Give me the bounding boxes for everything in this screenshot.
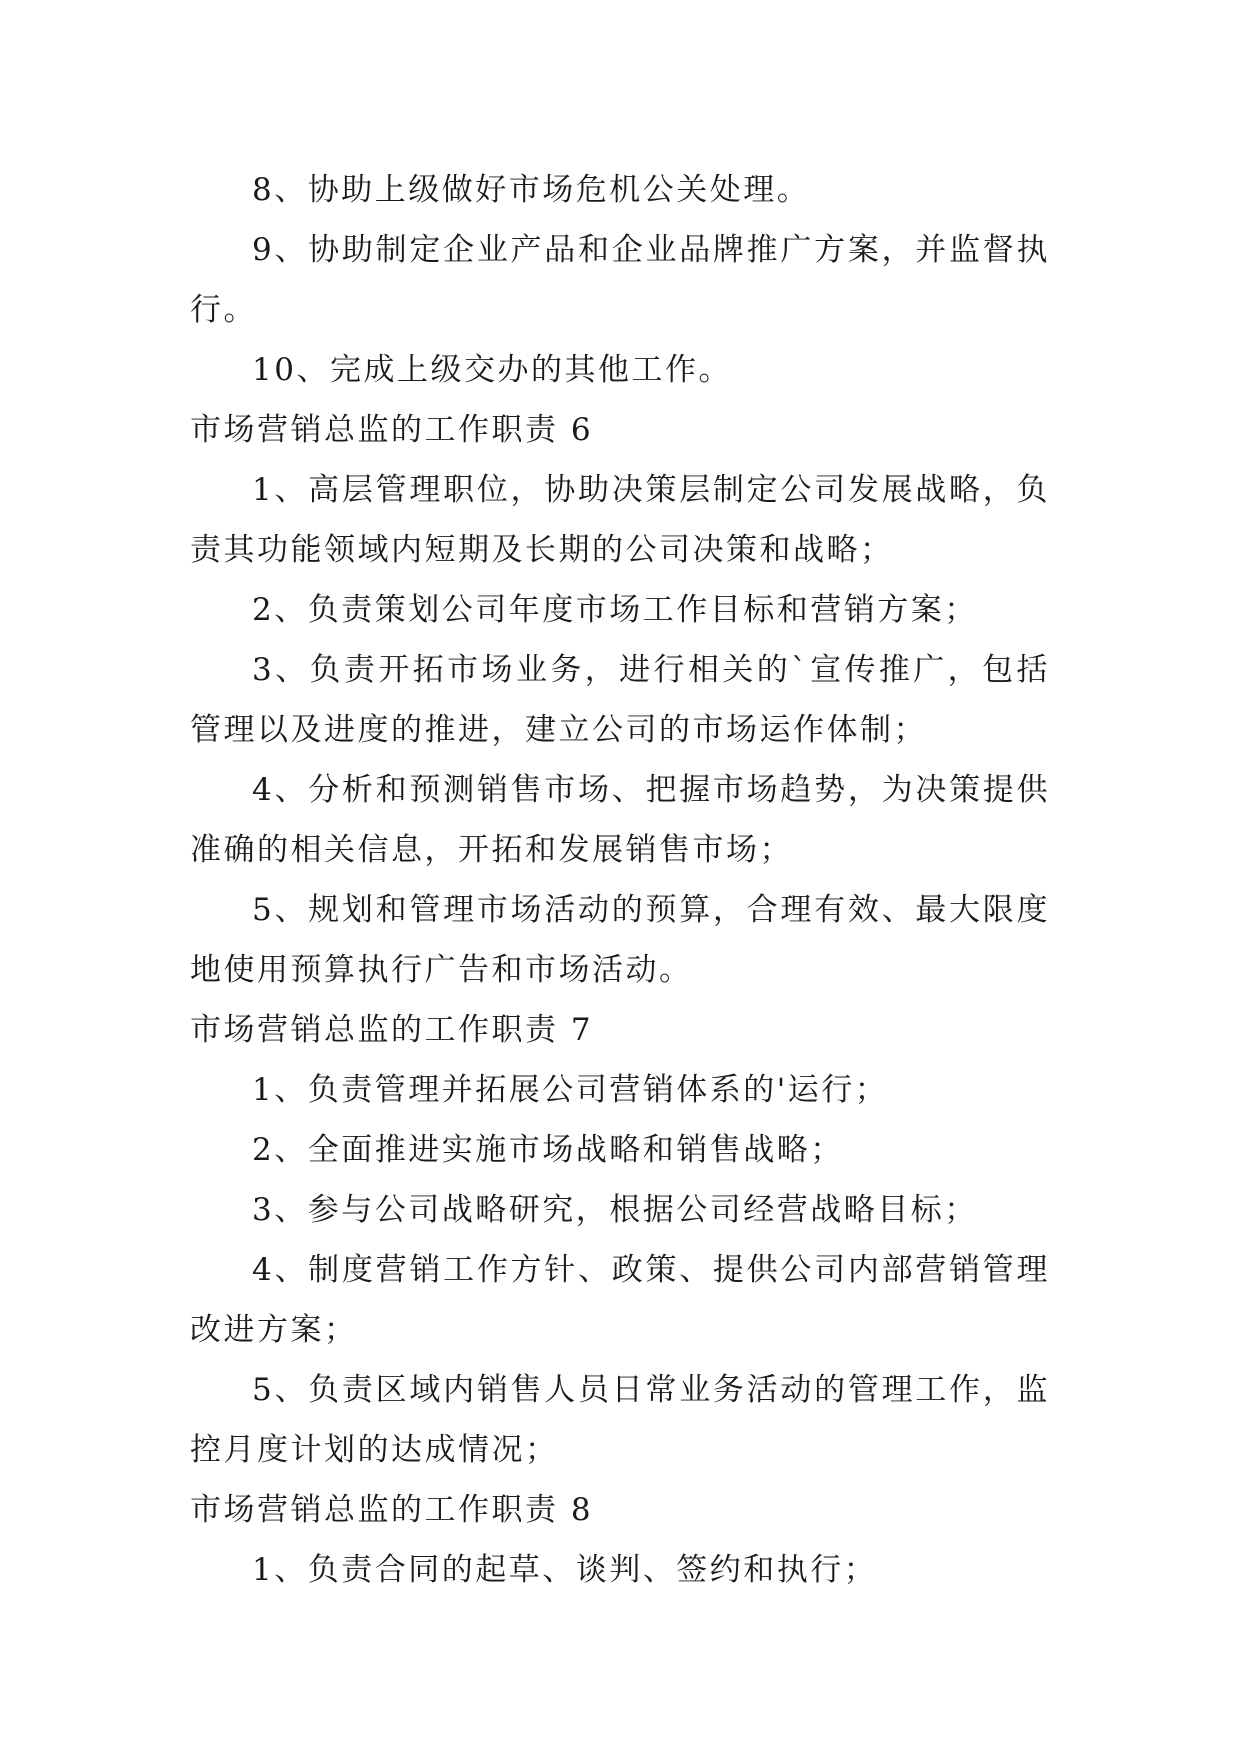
paragraph-s7-item-5: 5、负责区域内销售人员日常业务活动的管理工作，监控月度计划的达成情况；: [190, 1372, 1050, 1468]
paragraph-s8-item-1: 1、负责合同的起草、谈判、签约和执行；: [252, 1552, 878, 1588]
paragraph-s7-item-4: 4、制度营销工作方针、政策、提供公司内部营销管理改进方案；: [190, 1252, 1050, 1348]
paragraph-s7-item-2: 2、全面推进实施市场战略和销售战略；: [252, 1132, 844, 1168]
paragraph-s6-item-2: 2、负责策划公司年度市场工作目标和营销方案；: [252, 592, 978, 628]
paragraph-item-9: 9、协助制定企业产品和企业品牌推广方案，并监督执行。: [190, 232, 1050, 328]
paragraph-item-8: 8、协助上级做好市场危机公关处理。: [252, 172, 811, 208]
paragraph-s7-item-1: 1、负责管理并拓展公司营销体系的'运行；: [252, 1072, 889, 1108]
paragraph-s6-item-5: 5、规划和管理市场活动的预算，合理有效、最大限度地使用预算执行广告和市场活动。: [190, 892, 1050, 988]
paragraph-s6-item-1: 1、高层管理职位，协助决策层制定公司发展战略，负责其功能领域内短期及长期的公司决策和战略；: [190, 472, 1050, 568]
section-heading-7: 市场营销总监的工作职责 7: [190, 1012, 594, 1048]
document-body: [190, 160, 1050, 1600]
paragraph-s6-item-3: 3、负责开拓市场业务，进行相关的`宣传推广，包括管理以及进度的推进，建立公司的市场运作体制；: [190, 652, 1050, 748]
paragraph-s7-item-3: 3、参与公司战略研究，根据公司经营战略目标；: [252, 1192, 978, 1228]
section-heading-6: 市场营销总监的工作职责 6: [190, 412, 594, 448]
paragraph-item-10: 10、完成上级交办的其他工作。: [252, 352, 732, 388]
paragraph-s6-item-4: 4、分析和预测销售市场、把握市场趋势，为决策提供准确的相关信息，开拓和发展销售市场；: [190, 772, 1050, 868]
section-heading-8: 市场营销总监的工作职责 8: [190, 1492, 594, 1528]
